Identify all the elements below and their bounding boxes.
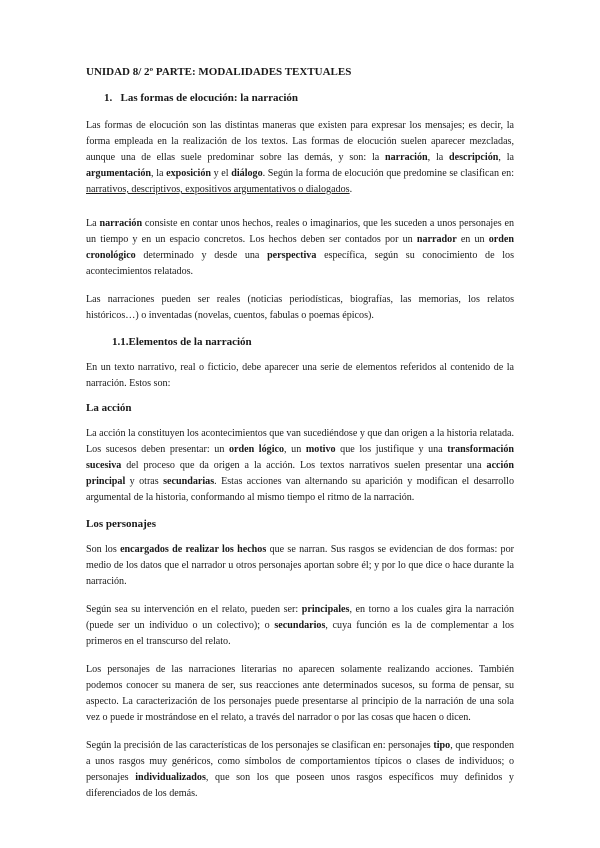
- underlined-text-types: narrativos, descriptivos, expositivos argumentativos o dialogados: [86, 184, 350, 195]
- document-page: [86, 66, 514, 814]
- subheading-accion: La acción: [86, 402, 132, 414]
- paragraph-formas-elocucion: Las formas de elocución son las distintas maneras que existen para expresar los mensajes; es decir, la forma empleada en la realización de los textos. Las formas de elocución suelen aparecer mezcladas, aunque una de ellas suele predominar sobre las demás, y son: la narración, la descripción, la argumentación, la exposición y el diálogo. Según la forma de elocución que predomine se clasifican en: narrativos, descriptivos, expositivos argumentativos o dialogados.: [86, 120, 515, 195]
- section-1-number: 1.: [104, 92, 113, 104]
- section-1-1-title: Elementos de la narración: [128, 336, 252, 348]
- paragraph-reales-inventadas: Las narraciones pueden ser reales (noticias periodísticas, biografías, las memorias, los relatos históricos…) o inventadas (novelas, cuentos, fabulas o poemas épicos).: [86, 294, 514, 321]
- paragraph-personajes-caracterizacion: Los personajes de las narraciones literarias no aparecen solamente realizando acciones. También podemos conocer su manera de ser, sus reacciones ante determinados sucesos, su forma de pensar, su aspecto. La caracterización de los personajes puede presentarse al principio de la narración de una sola vez o puede ir mostrándose en el relato, a través del narrador o por las cosas que hacen o dicen.: [86, 664, 514, 723]
- paragraph-elementos-intro: En un texto narrativo, real o ficticio, debe aparecer una serie de elementos referidos al contenido de la narración. Estos son:: [86, 362, 514, 389]
- section-1-1-number: 1.1.: [112, 336, 129, 348]
- section-1-title: Las formas de elocución: la narración: [120, 92, 299, 104]
- paragraph-personajes-precision: Según la precisión de las características de los personajes se clasifican en: personajes tipo, que responden a unos rasgos muy genéricos, como símbolos de comportamientos típicos o clases de individuos; o personajes individualizados, que son los que poseen unos rasgos específicos muy definidos y diferenciados de los demás.: [86, 740, 515, 799]
- paragraph-accion: La acción la constituyen los acontecimientos que van sucediéndose y que dan origen a la historia relatada. Los sucesos deben presentar: un orden lógico, un motivo que los justifique y una transformación sucesiva del proceso que da origen a la acción. Los textos narrativos suelen presentar una acción principal y otras secundarias. Estas acciones van alternando su aparición y modifican el desarrollo argumental de la historia, conformando al mismo tiempo el ritmo de la narración.: [86, 428, 514, 503]
- section-1-heading: [86, 92, 514, 104]
- section-1-1-heading: [86, 336, 514, 348]
- paragraph-personajes-definicion: Son los encargados de realizar los hechos que se narran. Sus rasgos se evidencian de dos formas: por medio de los datos que el narrador u otros personajes aportan sobre él; y por lo que dice o hace durante la narración.: [86, 544, 515, 587]
- document-title: UNIDAD 8/ 2º PARTE: MODALIDADES TEXTUALES: [86, 66, 352, 78]
- paragraph-narracion: La narración consiste en contar unos hechos, reales o imaginarios, que les suceden a unos personajes en un tiempo y en un espacio concretos. Los hechos deben ser contados por un narrador en un orden cronológico determinado y desde una perspectiva específica, según su conocimiento de los acontecimientos relatados.: [86, 218, 514, 277]
- subheading-personajes: Los personajes: [86, 518, 156, 530]
- paragraph-personajes-intervencion: Según sea su intervención en el relato, pueden ser: principales, en torno a los cuales gira la narración (puede ser un individuo o un colectivo); o secundarios, cuya función es la de complementar a los primeros en el transcurso del relato.: [86, 604, 514, 647]
